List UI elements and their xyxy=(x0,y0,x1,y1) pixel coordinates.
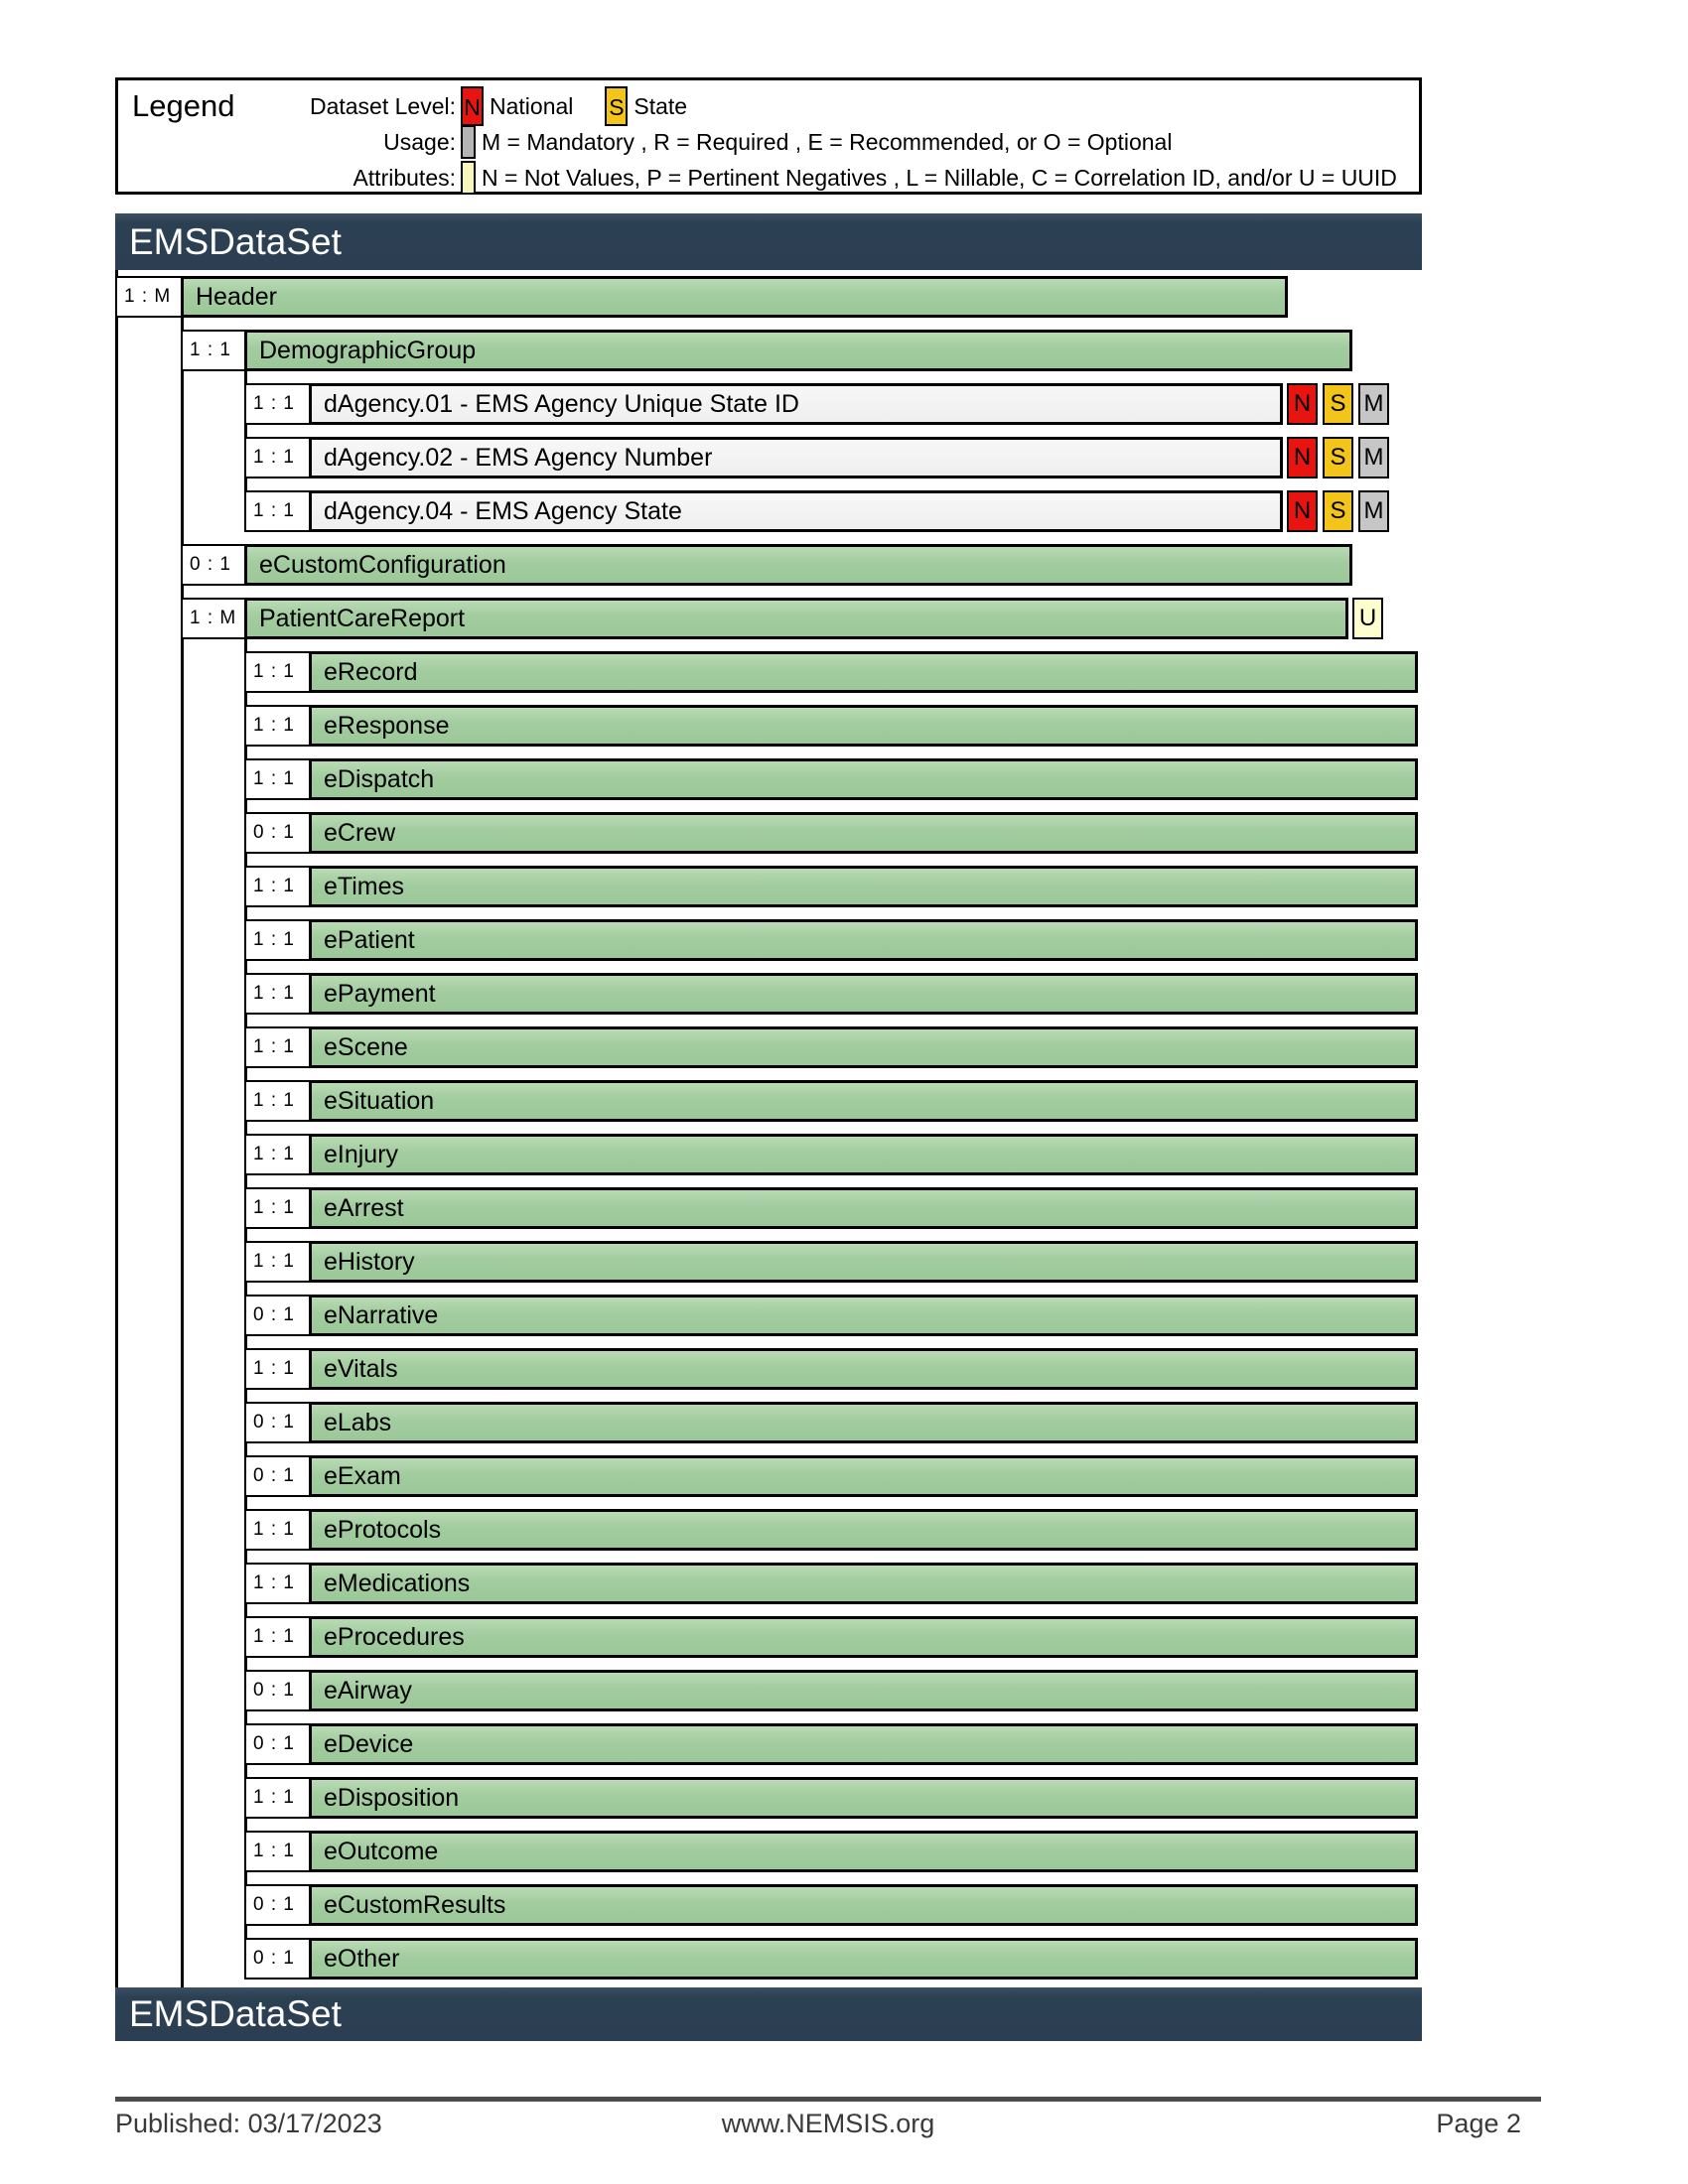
element-bar-eArrest: eArrest xyxy=(309,1187,1418,1229)
element-bar-eRecord: eRecord xyxy=(309,651,1418,693)
cardinality-cell: 1 : M xyxy=(115,276,183,318)
state-badge: S xyxy=(1323,383,1353,425)
cardinality-cell: 1 : 1 xyxy=(244,437,311,478)
element-bar-dAgency.01: dAgency.01 - EMS Agency Unique State ID xyxy=(309,383,1283,425)
legend-dataset-level-row xyxy=(118,88,687,124)
cardinality-cell: 1 : 1 xyxy=(244,490,311,532)
cardinality-cell: 1 : 1 xyxy=(244,705,311,747)
element-bar-Header: Header xyxy=(181,276,1288,318)
cardinality-cell: 0 : 1 xyxy=(244,1402,311,1443)
cardinality-cell: 1 : 1 xyxy=(244,758,311,800)
national-swatch: N xyxy=(461,86,484,126)
national-badge: N xyxy=(1287,490,1318,532)
cardinality-cell: 1 : 1 xyxy=(244,1026,311,1068)
legend-usage-row xyxy=(118,124,1172,160)
element-bar-ePayment: ePayment xyxy=(309,973,1418,1015)
state-label: State xyxy=(633,92,688,119)
usage-swatch xyxy=(461,125,476,159)
element-bar-eOther: eOther xyxy=(309,1938,1418,1979)
tree-connector-line xyxy=(115,270,118,1987)
cardinality-cell: 1 : M xyxy=(181,598,246,639)
cardinality-cell: 1 : 1 xyxy=(181,330,246,371)
footer-divider xyxy=(115,2097,1541,2102)
national-label: National xyxy=(490,92,574,119)
element-bar-eProtocols: eProtocols xyxy=(309,1509,1418,1551)
element-bar-eProcedures: eProcedures xyxy=(309,1616,1418,1658)
element-bar-ePatient: ePatient xyxy=(309,919,1418,961)
legend-attributes-row xyxy=(118,160,1397,196)
legend-title: Legend xyxy=(132,88,235,123)
element-bar-eInjury: eInjury xyxy=(309,1134,1418,1175)
cardinality-cell: 0 : 1 xyxy=(244,1670,311,1711)
element-bar-eDisposition: eDisposition xyxy=(309,1777,1418,1819)
element-bar-eMedications: eMedications xyxy=(309,1563,1418,1604)
mandatory-badge: M xyxy=(1358,383,1389,425)
uuid-badge: U xyxy=(1352,598,1383,639)
element-bar-eNarrative: eNarrative xyxy=(309,1295,1418,1336)
cardinality-cell: 1 : 1 xyxy=(244,1348,311,1390)
cardinality-cell: 1 : 1 xyxy=(244,919,311,961)
element-bar-eResponse: eResponse xyxy=(309,705,1418,747)
emsdataset-title: EMSDataSet xyxy=(129,220,342,262)
cardinality-cell: 1 : 1 xyxy=(244,1616,311,1658)
state-badge: S xyxy=(1323,437,1353,478)
element-bar-eCustomConfiguration: eCustomConfiguration xyxy=(244,544,1352,586)
cardinality-cell: 0 : 1 xyxy=(244,1884,311,1926)
element-bar-eOutcome: eOutcome xyxy=(309,1831,1418,1872)
element-bar-eAirway: eAirway xyxy=(309,1670,1418,1711)
element-bar-eDevice: eDevice xyxy=(309,1723,1418,1765)
cardinality-cell: 0 : 1 xyxy=(181,544,246,586)
cardinality-cell: 0 : 1 xyxy=(244,1938,311,1979)
mandatory-badge: M xyxy=(1358,490,1389,532)
cardinality-cell: 1 : 1 xyxy=(244,1777,311,1819)
footer-published-date: Published: 03/17/2023 xyxy=(115,2109,382,2138)
footer-website: www.NEMSIS.org xyxy=(721,2109,935,2138)
emsdataset-header-bar xyxy=(115,213,1422,270)
mandatory-badge: M xyxy=(1358,437,1389,478)
cardinality-cell: 1 : 1 xyxy=(244,383,311,425)
element-bar-eLabs: eLabs xyxy=(309,1402,1418,1443)
state-badge: S xyxy=(1323,490,1353,532)
element-bar-eSituation: eSituation xyxy=(309,1080,1418,1122)
cardinality-cell: 1 : 1 xyxy=(244,1241,311,1283)
element-bar-dAgency.02: dAgency.02 - EMS Agency Number xyxy=(309,437,1283,478)
element-bar-eCustomResults: eCustomResults xyxy=(309,1884,1418,1926)
element-bar-eVitals: eVitals xyxy=(309,1348,1418,1390)
cardinality-cell: 1 : 1 xyxy=(244,973,311,1015)
dataset-level-label: Dataset Level: xyxy=(309,92,456,119)
element-bar-eExam: eExam xyxy=(309,1455,1418,1497)
cardinality-cell: 0 : 1 xyxy=(244,812,311,854)
attributes-text: N = Not Values, P = Pertinent Negatives , L = Nillable, C = Correlation ID, and/or U = UUID xyxy=(482,164,1397,191)
footer-page-number: Page 2 xyxy=(1436,2109,1521,2138)
cardinality-cell: 1 : 1 xyxy=(244,651,311,693)
national-badge: N xyxy=(1287,437,1318,478)
usage-text: M = Mandatory , R = Required , E = Recommended, or O = Optional xyxy=(482,128,1173,155)
cardinality-cell: 1 : 1 xyxy=(244,866,311,907)
cardinality-cell: 1 : 1 xyxy=(244,1831,311,1872)
element-bar-eHistory: eHistory xyxy=(309,1241,1418,1283)
cardinality-cell: 0 : 1 xyxy=(244,1723,311,1765)
cardinality-cell: 0 : 1 xyxy=(244,1295,311,1336)
element-bar-eCrew: eCrew xyxy=(309,812,1418,854)
attributes-swatch xyxy=(461,161,476,195)
cardinality-cell: 1 : 1 xyxy=(244,1563,311,1604)
element-bar-PatientCareReport: PatientCareReport xyxy=(244,598,1348,639)
attributes-label: Attributes: xyxy=(352,164,456,191)
cardinality-cell: 1 : 1 xyxy=(244,1134,311,1175)
cardinality-cell: 0 : 1 xyxy=(244,1455,311,1497)
element-bar-eTimes: eTimes xyxy=(309,866,1418,907)
national-badge: N xyxy=(1287,383,1318,425)
cardinality-cell: 1 : 1 xyxy=(244,1509,311,1551)
cardinality-cell: 1 : 1 xyxy=(244,1080,311,1122)
cardinality-cell: 1 : 1 xyxy=(244,1187,311,1229)
legend-box xyxy=(115,77,1422,195)
emsdataset-footer-bar xyxy=(115,1987,1422,2041)
element-bar-eDispatch: eDispatch xyxy=(309,758,1418,800)
element-bar-DemographicGroup: DemographicGroup xyxy=(244,330,1352,371)
state-swatch: S xyxy=(605,86,628,126)
element-bar-dAgency.04: dAgency.04 - EMS Agency State xyxy=(309,490,1283,532)
element-bar-eScene: eScene xyxy=(309,1026,1418,1068)
usage-label: Usage: xyxy=(383,128,456,155)
emsdataset-footer-title: EMSDataSet xyxy=(129,1993,342,2034)
